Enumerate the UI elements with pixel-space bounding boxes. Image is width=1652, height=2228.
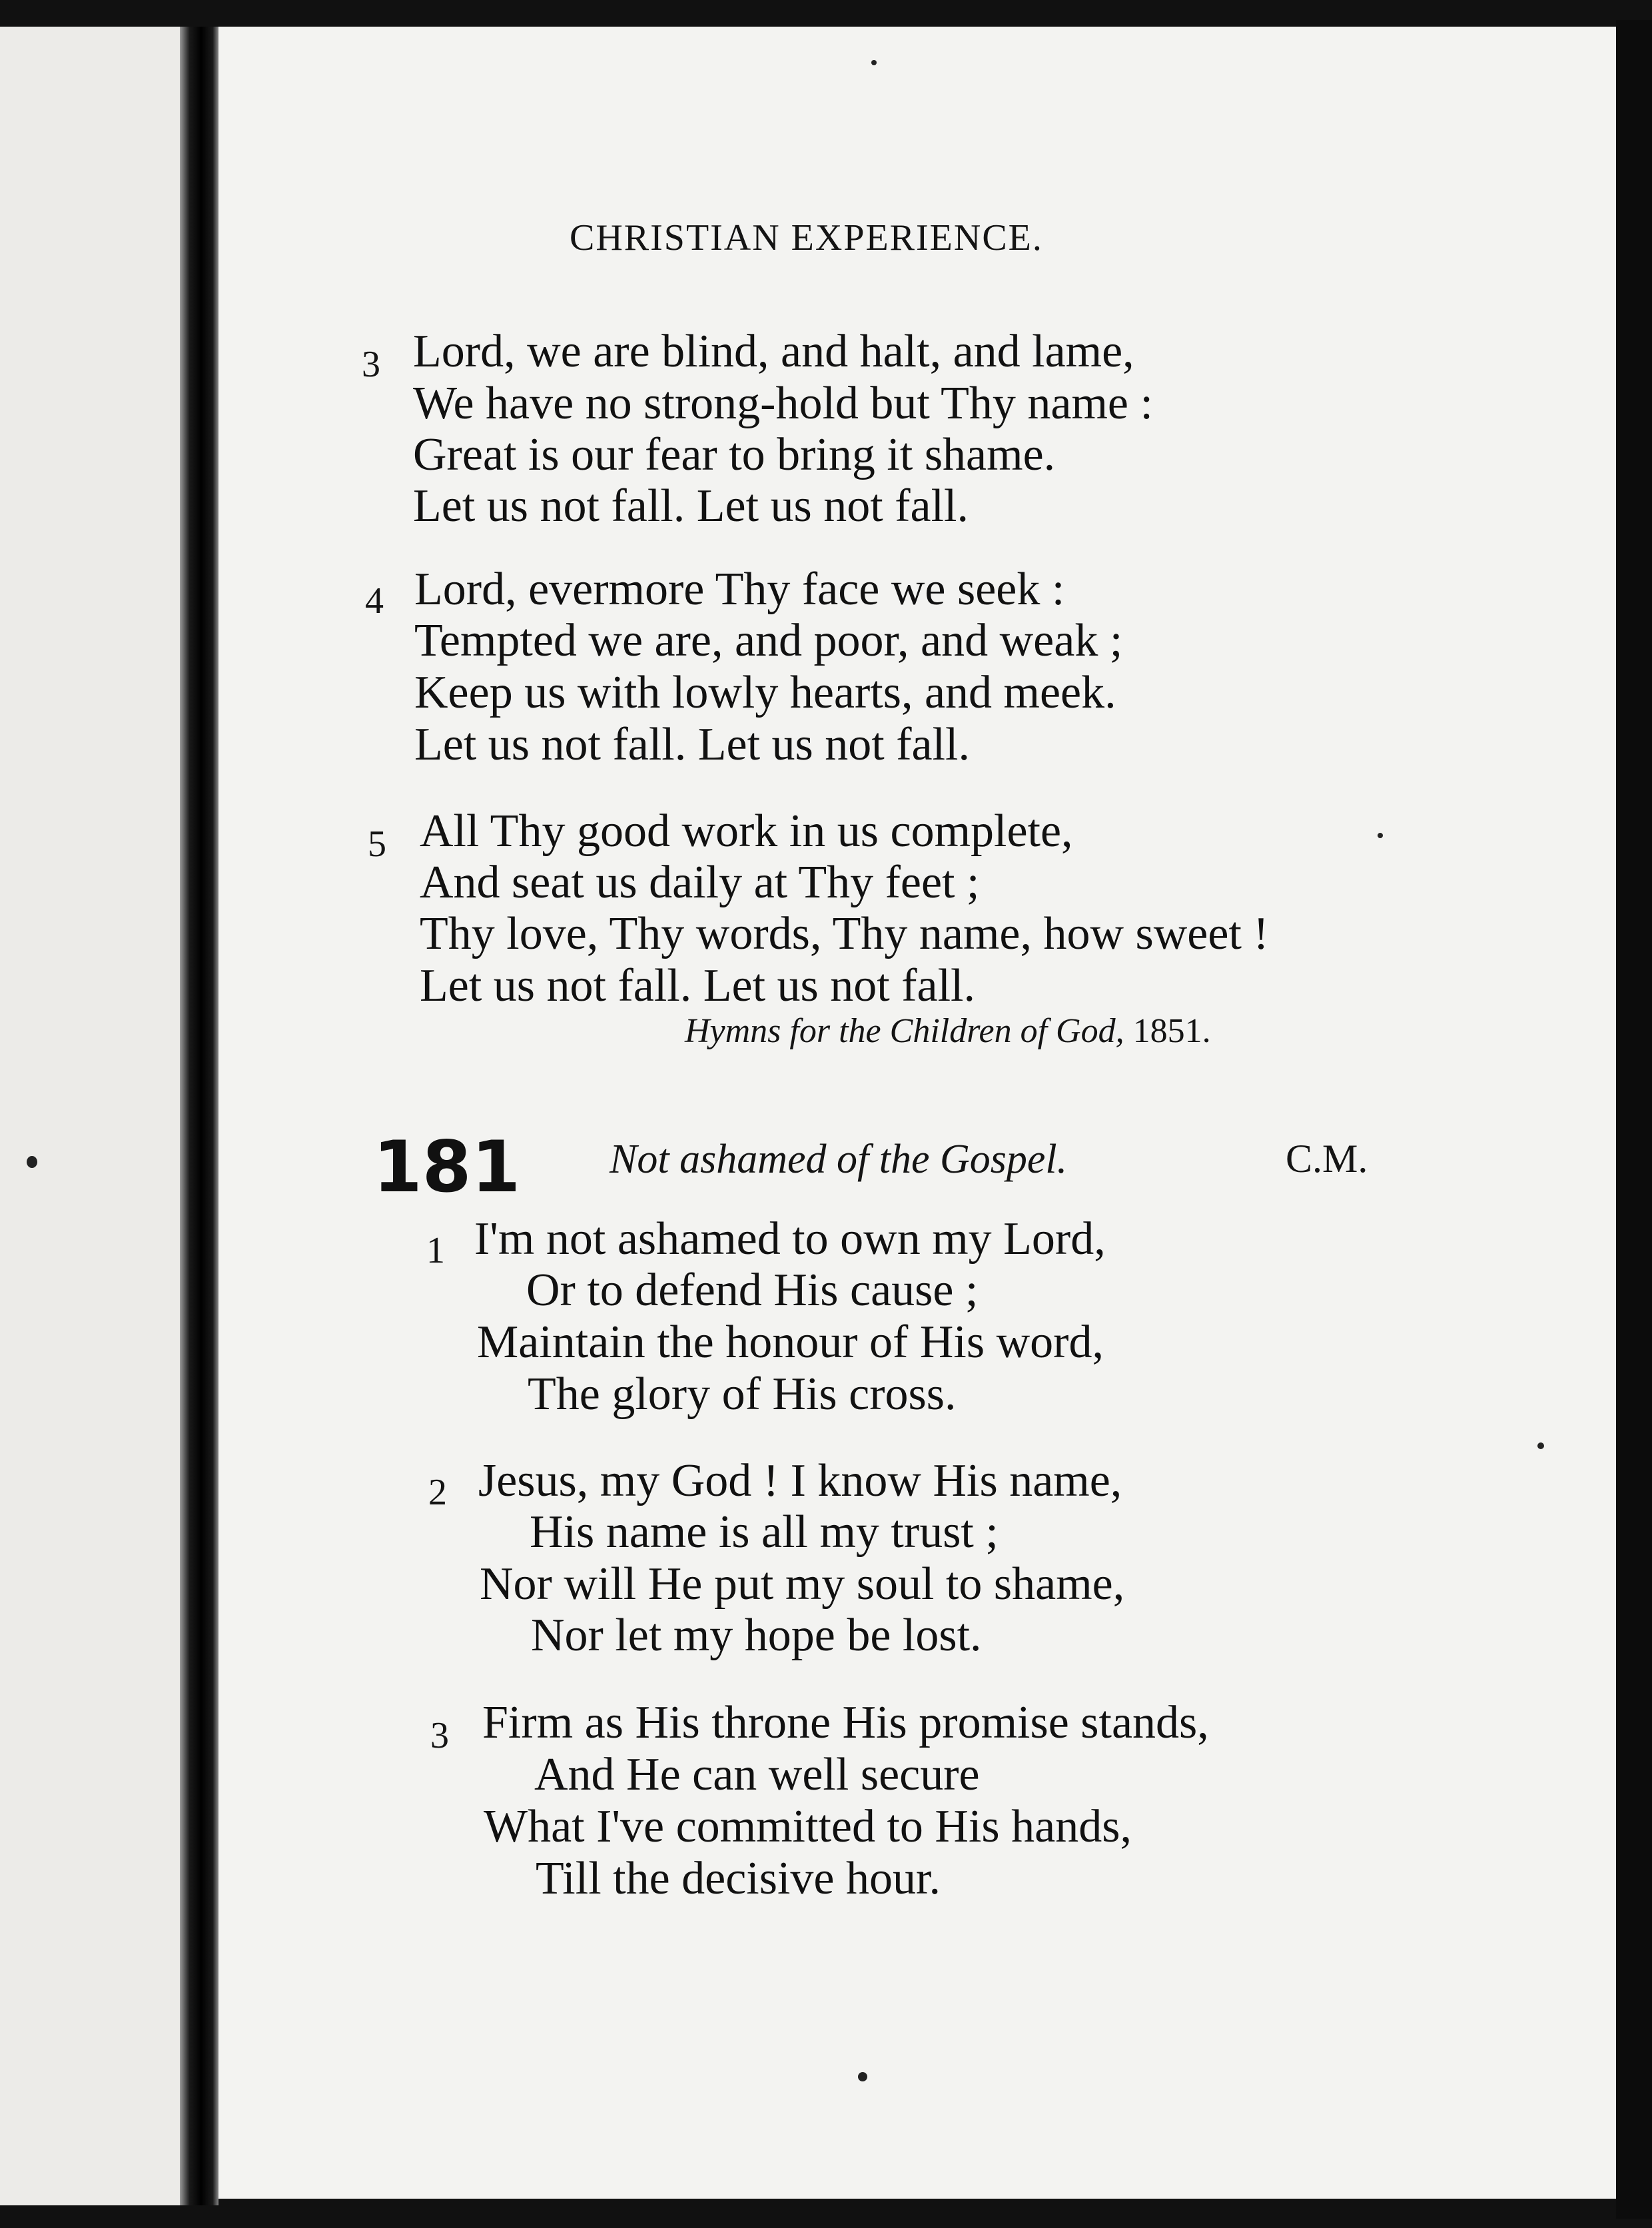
hymn-title: Not ashamed of the Gospel.	[610, 1137, 1068, 1182]
ink-speck	[1378, 833, 1383, 838]
hymn-meter: C.M.	[1286, 1137, 1368, 1181]
book-gutter	[180, 27, 218, 2205]
verse-line: Let us not fall. Let us not fall.	[413, 480, 969, 532]
running-head: CHRISTIAN EXPERIENCE.	[570, 217, 1043, 259]
ink-speck	[871, 60, 877, 65]
verse-line: And seat us daily at Thy feet ;	[420, 857, 980, 908]
verse-line: The glory of His cross.	[528, 1369, 957, 1420]
verse-line: Or to defend His cause ;	[526, 1265, 979, 1316]
verse-number: 5	[368, 824, 386, 865]
hymn-number: 181	[373, 1126, 521, 1208]
page-edge-shadow	[1616, 20, 1652, 2219]
ink-speck	[1537, 1442, 1544, 1449]
verse-number: 1	[426, 1230, 445, 1271]
verse-line: Jesus, my God ! I know His name,	[478, 1455, 1122, 1506]
left-page-edge	[0, 27, 180, 2205]
verse-line: Nor will He put my soul to shame,	[480, 1558, 1125, 1610]
verse-line: Till the decisive hour.	[536, 1853, 941, 1904]
attribution-source: Hymns for the Children of God,	[685, 1012, 1124, 1050]
ink-speck	[858, 2072, 867, 2081]
verse-line: All Thy good work in us complete,	[420, 806, 1073, 857]
verse-line: Thy love, Thy words, Thy name, how sweet !	[420, 908, 1269, 959]
verse-number: 2	[428, 1472, 447, 1513]
verse-line: Keep us with lowly hearts, and meek.	[414, 667, 1116, 718]
verse-line: Tempted we are, and poor, and weak ;	[414, 615, 1123, 666]
verse-line: And He can well secure	[534, 1749, 980, 1800]
verse-line: Lord, we are blind, and halt, and lame,	[413, 326, 1134, 377]
verse-line: His name is all my trust ;	[530, 1506, 999, 1558]
attribution-year: 1851.	[1132, 1012, 1211, 1050]
verse-line: We have no strong-hold but Thy name :	[413, 378, 1153, 429]
verse-number: 4	[365, 580, 384, 622]
verse-line: Let us not fall. Let us not fall.	[414, 719, 970, 770]
verse-line: Maintain the honour of His word,	[477, 1317, 1104, 1368]
verse-line: What I've committed to His hands,	[484, 1801, 1132, 1852]
hymn-attribution	[685, 1011, 1211, 1051]
verse-line: I'm not ashamed to own my Lord,	[474, 1213, 1106, 1265]
ink-speck	[27, 1156, 37, 1168]
verse-number: 3	[430, 1715, 449, 1756]
verse-line: Firm as His throne His promise stands,	[482, 1697, 1209, 1748]
verse-line: Let us not fall. Let us not fall.	[420, 960, 975, 1011]
verse-line: Nor let my hope be lost.	[531, 1610, 982, 1661]
verse-number: 3	[362, 344, 380, 385]
verse-line: Great is our fear to bring it shame.	[413, 429, 1056, 480]
verse-line: Lord, evermore Thy face we seek :	[414, 564, 1065, 615]
